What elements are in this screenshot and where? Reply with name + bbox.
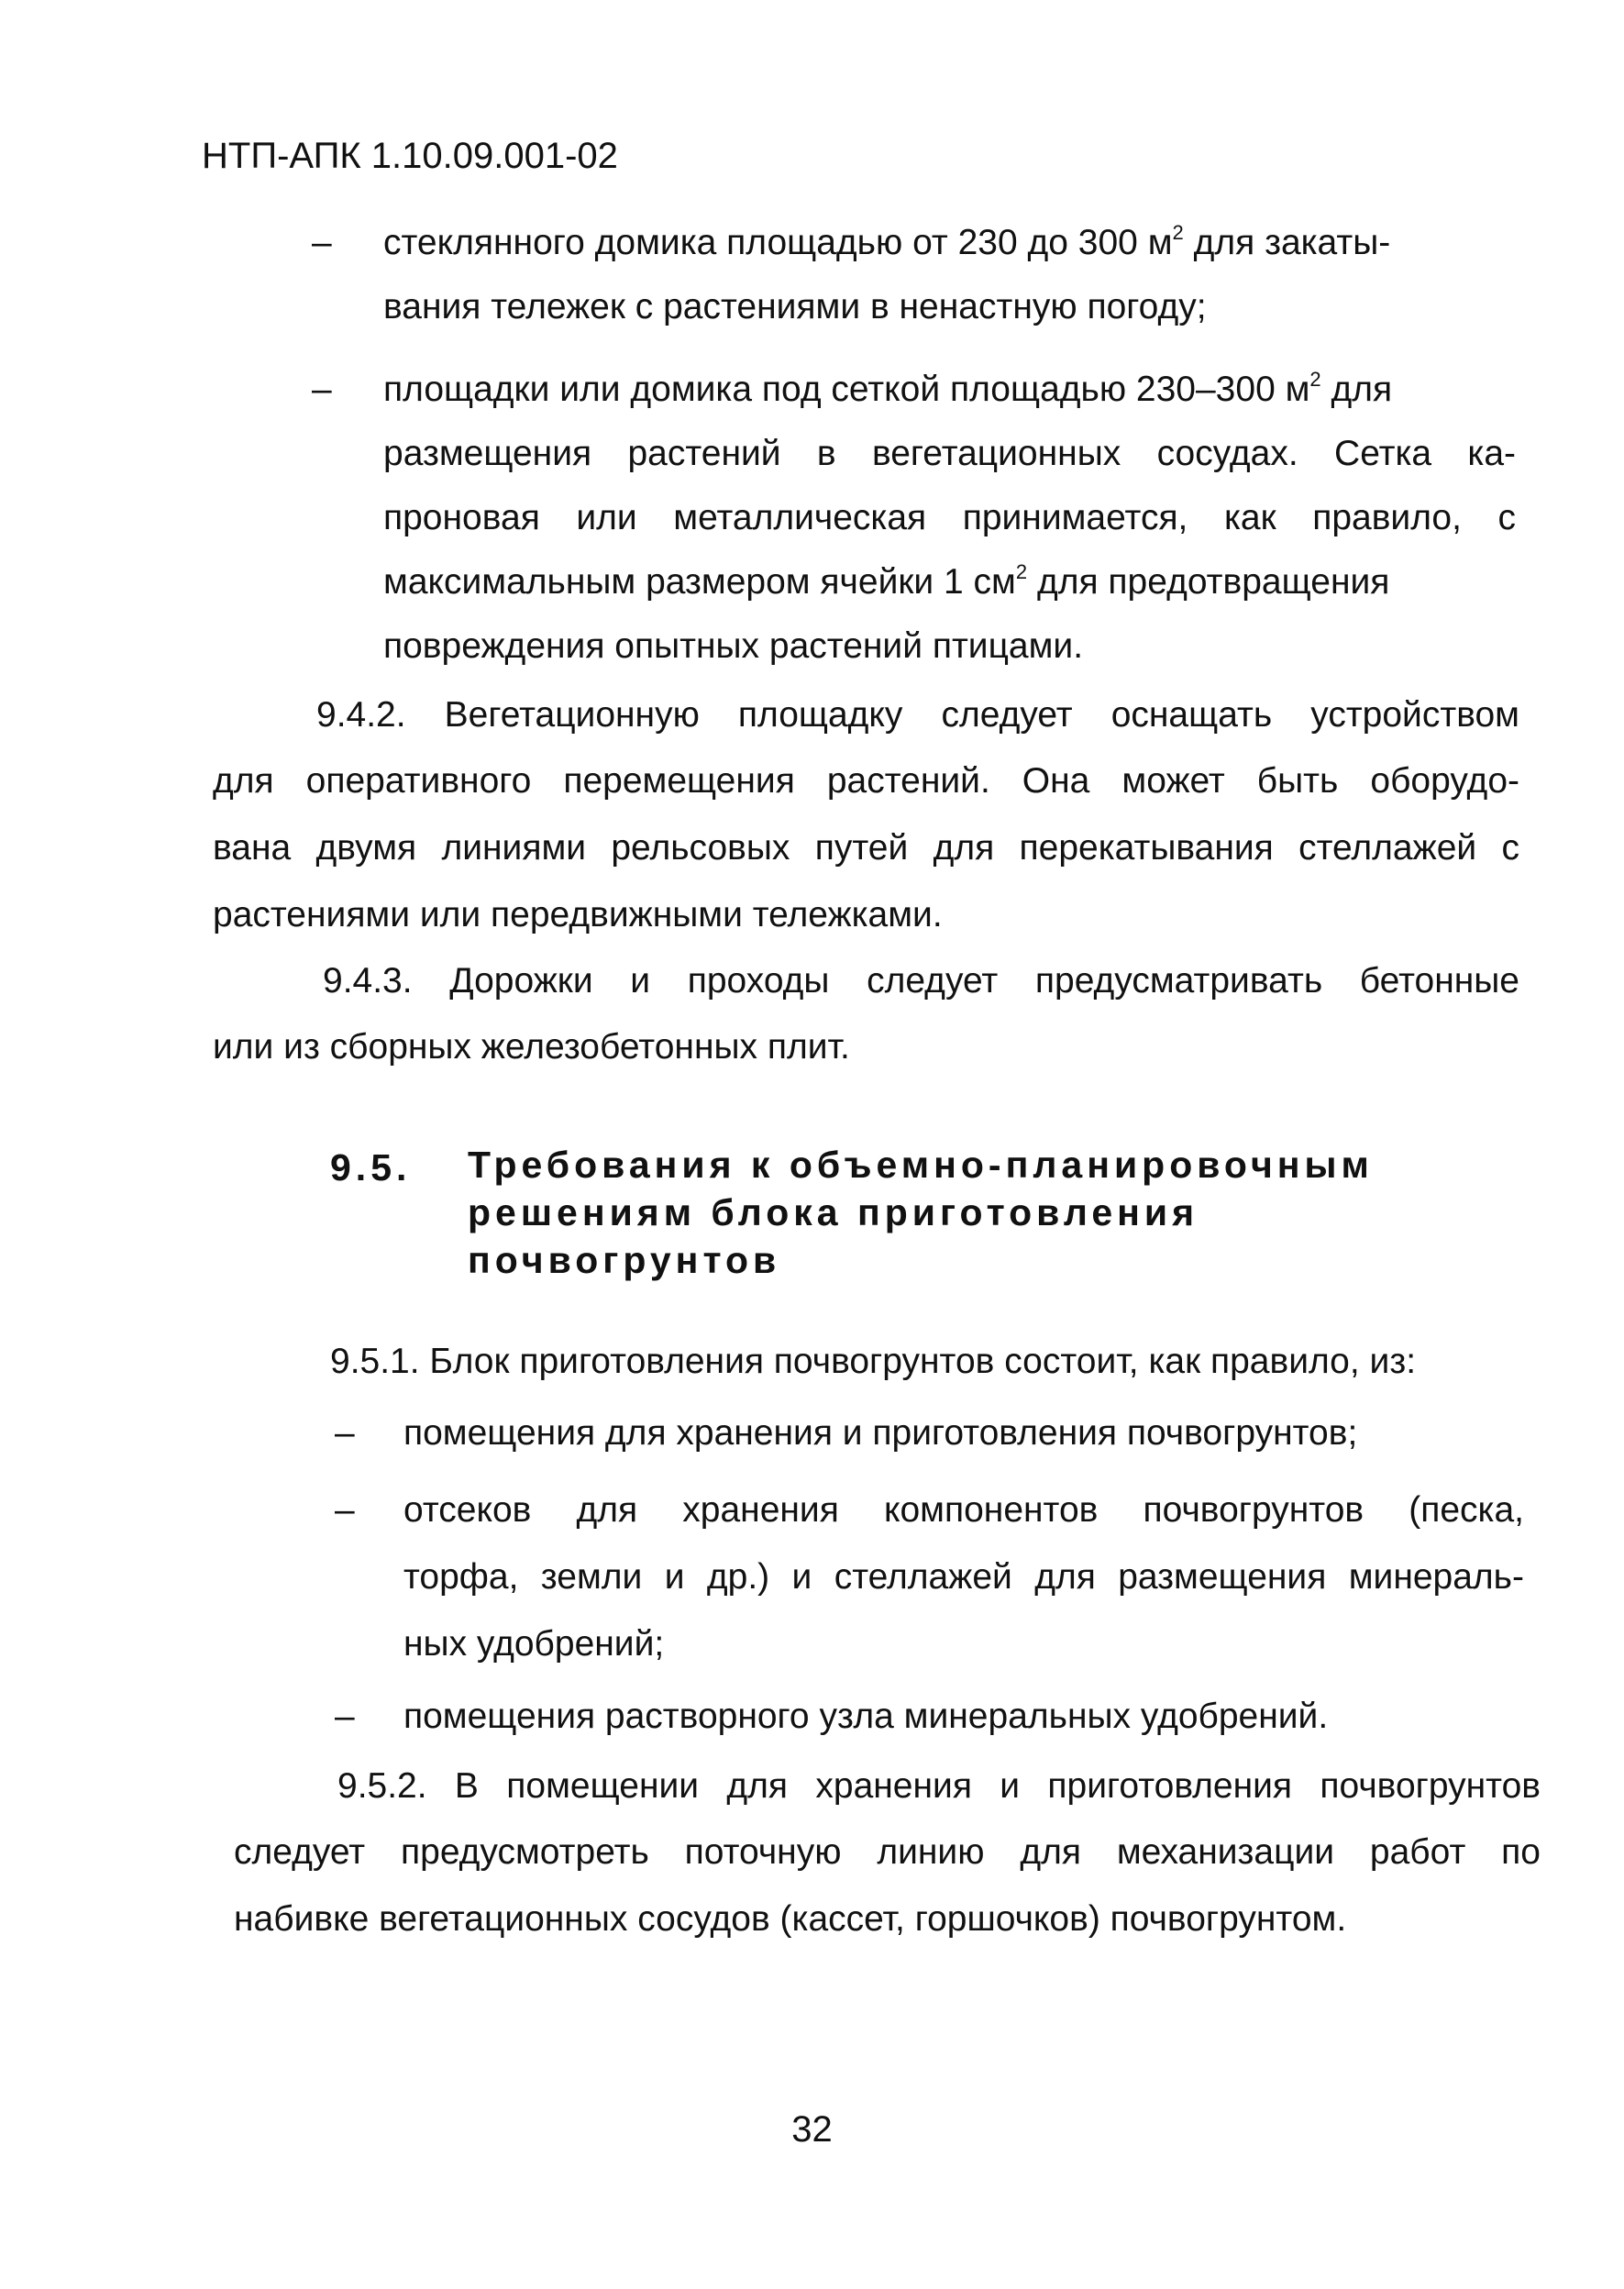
list-item-dash: – [312, 370, 332, 409]
section-title-line: Требования к объемно-планировочным [468, 1144, 1374, 1186]
list-item-line: ных удобрений; [403, 1624, 665, 1664]
text-segment: максимальным размером ячейки 1 см [383, 562, 1016, 602]
document-code-header: НТП-АПК 1.10.09.001-02 [202, 136, 618, 176]
text-segment: для [1320, 370, 1393, 409]
list-item-line [383, 368, 1393, 409]
section-number: 9.5. [330, 1146, 412, 1189]
paragraph-line: набивке вегетационных сосудов (кассет, горшочков) почвогрунтом. [234, 1899, 1347, 1939]
paragraph-line: или из сборных железобетонных плит. [213, 1027, 850, 1067]
list-item-dash: – [335, 1413, 355, 1453]
paragraph-line: для оперативного перемещения растений. Она может быть оборудо- [213, 761, 1519, 801]
paragraph-line: вана двумя линиями рельсовых путей для перекатывания стеллажей с [213, 828, 1519, 868]
list-item-line: размещения растений в вегетационных сосудах. Сетка ка- [383, 434, 1516, 473]
list-item-line: проновая или металлическая принимается, как правило, с [383, 498, 1516, 537]
list-item-dash: – [312, 223, 332, 262]
list-item-line: вания тележек с растениями в ненастную погоду; [383, 287, 1207, 326]
list-item-line: помещения растворного узла минеральных удобрений. [403, 1697, 1329, 1736]
superscript: 2 [1015, 560, 1028, 583]
section-title-line: почвогрунтов [468, 1239, 781, 1281]
paragraph-line: 9.4.3. Дорожки и проходы следует предусматривать бетонные [323, 961, 1519, 1001]
paragraph-line: 9.5.2. В помещении для хранения и приготовления почвогрунтов [337, 1766, 1541, 1806]
page-number: 32 [791, 2109, 833, 2150]
list-item-line: торфа, земли и др.) и стеллажей для размещения минераль- [403, 1557, 1524, 1597]
text-segment: для закаты- [1183, 223, 1391, 262]
text-segment: стеклянного домика площадью от 230 до 300 м [383, 223, 1173, 262]
list-item-line: отсеков для хранения компонентов почвогрунтов (песка, [403, 1490, 1524, 1530]
paragraph-line: 9.5.1. Блок приготовления почвогрунтов состоит, как правило, из: [330, 1342, 1417, 1381]
paragraph-line: следует предусмотреть поточную линию для механизации работ по [234, 1832, 1541, 1872]
list-item-line: повреждения опытных растений птицами. [383, 626, 1084, 666]
section-title-line: решениям блока приготовления [468, 1191, 1199, 1233]
list-item-dash: – [335, 1490, 355, 1530]
text-segment: для предотвращения [1027, 562, 1390, 602]
paragraph-line: 9.4.2. Вегетационную площадку следует оснащать устройством [316, 695, 1519, 735]
paragraph-line: растениями или передвижными тележками. [213, 895, 943, 934]
text-segment: площадки или домика под сеткой площадью 230–300 м [383, 370, 1310, 409]
superscript: 2 [1309, 368, 1321, 391]
superscript: 2 [1172, 221, 1184, 244]
list-item-dash: – [335, 1697, 355, 1736]
list-item-line: помещения для хранения и приготовления почвогрунтов; [403, 1413, 1358, 1453]
list-item-line [383, 221, 1391, 262]
list-item-line [383, 560, 1390, 602]
